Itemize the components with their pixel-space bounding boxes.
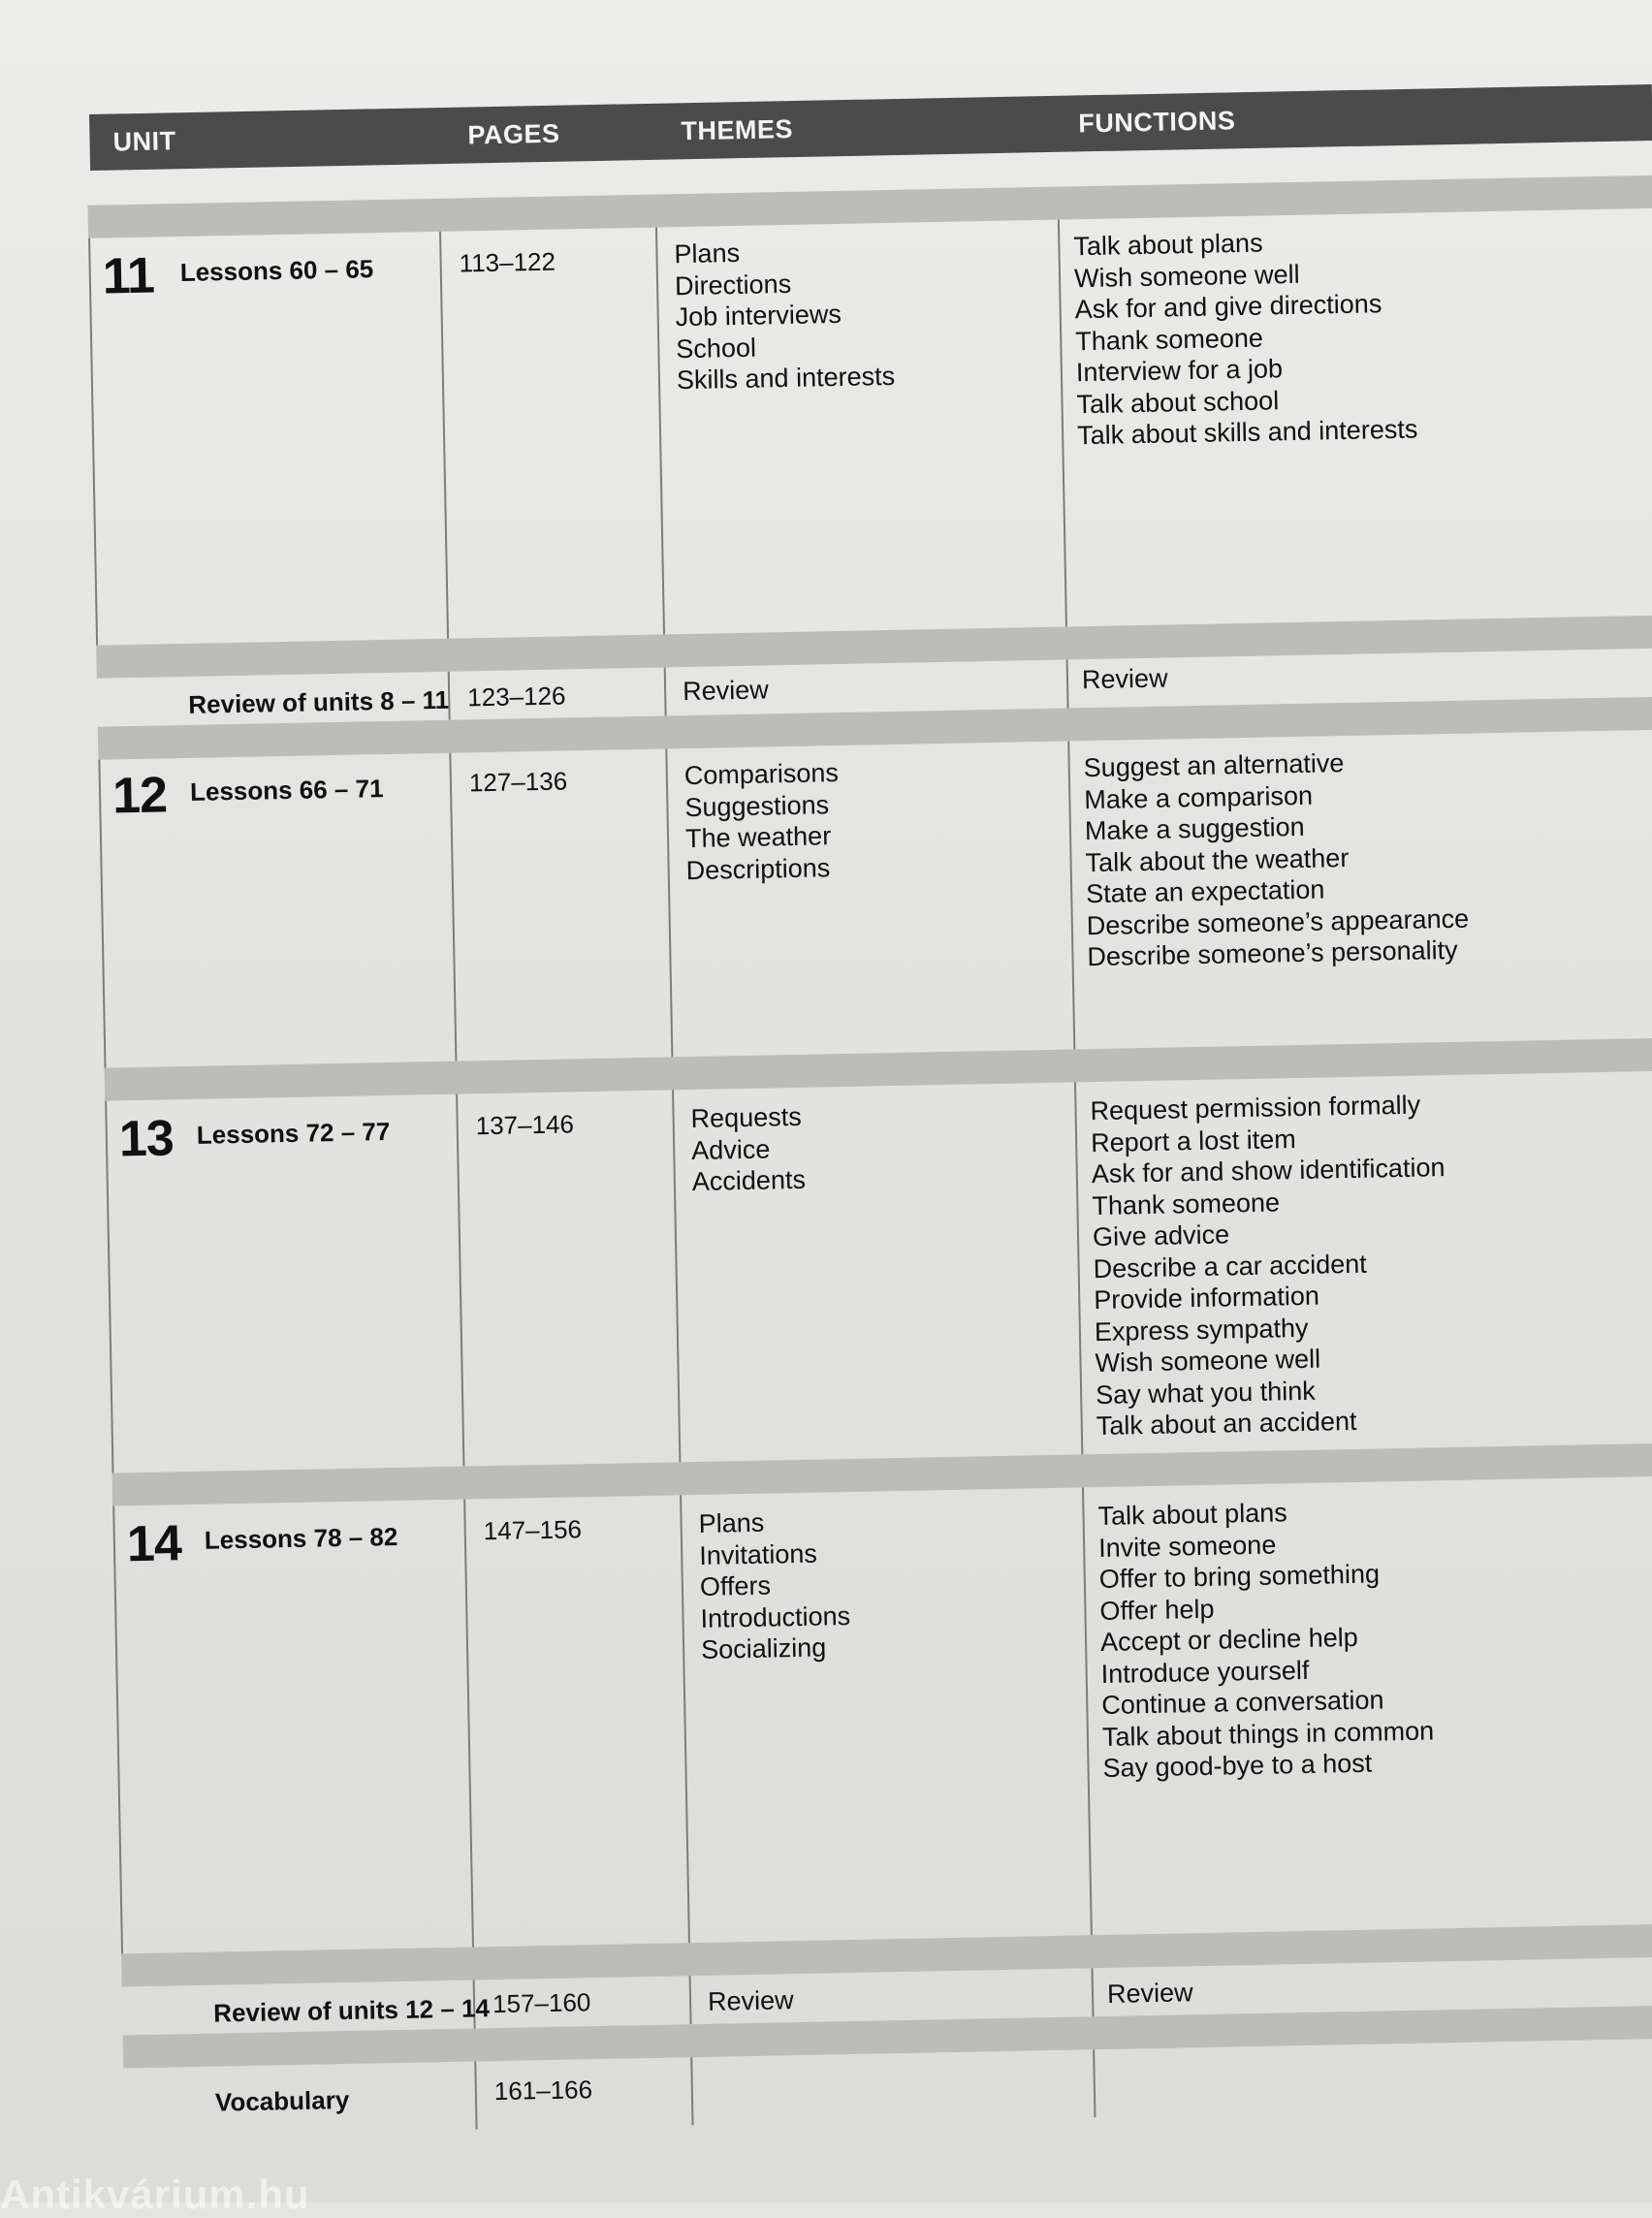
function-item: Ask for and give directions (1074, 289, 1382, 325)
function-item: Talk about plans (1073, 228, 1263, 262)
theme-item: Job interviews (675, 299, 842, 333)
function-item: Wish someone well (1073, 259, 1300, 293)
theme-item: Requests (690, 1101, 802, 1134)
theme-item: Suggestions (684, 789, 830, 822)
review-label: Review of units 12 – 14 (212, 1993, 491, 2028)
row-divider (87, 175, 1652, 238)
function-item: Describe a car accident (1093, 1249, 1368, 1283)
unit-lessons: Lessons 66 – 71 (189, 774, 384, 807)
contents-table (78, 154, 1652, 2202)
header-pages: PAGES (467, 118, 560, 150)
function-item: Invite someone (1097, 1530, 1277, 1563)
function-item: Continue a conversation (1101, 1685, 1384, 1721)
function-item: Talk about school (1076, 385, 1280, 419)
function-item: Talk about an accident (1096, 1406, 1357, 1442)
themes-list (684, 757, 842, 886)
themes-list (698, 1505, 851, 1665)
function-item: Express sympathy (1094, 1313, 1309, 1347)
function-item: Talk about the weather (1085, 842, 1350, 877)
function-item: Ask for and show identification (1091, 1153, 1446, 1189)
functions-list (1097, 1494, 1435, 1784)
theme-item: Advice (690, 1133, 771, 1165)
row-divider (121, 1923, 1652, 1986)
function-item: Thank someone (1075, 323, 1264, 356)
watermark: Antikvárium.hu (0, 2171, 310, 2217)
theme-item: Invitations (698, 1538, 818, 1570)
function-item: Report a lost item (1090, 1124, 1297, 1157)
function-item: Wish someone well (1095, 1344, 1321, 1378)
function-item: Make a suggestion (1084, 811, 1305, 846)
theme-item: Plans (698, 1507, 765, 1538)
review-functions: Review (1106, 1978, 1193, 2009)
function-item: Talk about plans (1097, 1498, 1287, 1532)
unit-pages: 147–156 (483, 1514, 583, 1546)
theme-item: Socializing (700, 1632, 827, 1664)
function-item: Describe someone’s appearance (1086, 903, 1470, 940)
header-unit: UNIT (112, 126, 176, 157)
function-item: Introduce yourself (1100, 1655, 1310, 1689)
function-item: Suggest an alternative (1083, 748, 1345, 783)
function-item: Describe someone’s personality (1087, 935, 1458, 972)
themes-list (690, 1101, 806, 1198)
review-pages: 123–126 (466, 681, 566, 713)
vocabulary-pages: 161–166 (493, 2075, 593, 2107)
functions-list (1090, 1089, 1449, 1442)
theme-item: Directions (674, 269, 792, 301)
themes-list (674, 235, 895, 396)
function-item: Accept or decline help (1099, 1622, 1358, 1658)
review-themes: Review (707, 1985, 794, 2016)
functions-list (1073, 225, 1417, 452)
unit-lessons: Lessons 78 – 82 (204, 1521, 398, 1555)
theme-item: Skills and interests (676, 361, 896, 396)
function-item: Say what you think (1095, 1376, 1317, 1410)
vocabulary-label: Vocabulary (214, 2084, 350, 2117)
function-item: Say good-bye to a host (1102, 1748, 1373, 1783)
review-themes: Review (682, 675, 769, 707)
row-divider (96, 616, 1652, 679)
unit-number: 14 (126, 1515, 182, 1573)
theme-item: Comparisons (683, 758, 840, 791)
unit-lessons: Lessons 72 – 77 (196, 1116, 391, 1150)
function-item: Offer help (1099, 1594, 1215, 1626)
unit-number: 12 (111, 767, 168, 825)
theme-item: Plans (674, 238, 741, 269)
function-item: Interview for a job (1075, 354, 1284, 388)
function-item: Offer to bring something (1098, 1559, 1381, 1595)
function-item: Talk about things in common (1101, 1715, 1435, 1752)
unit-pages: 113–122 (459, 246, 556, 278)
theme-item: Descriptions (685, 852, 831, 885)
function-item: Provide information (1094, 1281, 1320, 1315)
theme-item: Accidents (691, 1164, 807, 1197)
header-themes: THEMES (681, 114, 794, 146)
review-functions: Review (1081, 663, 1168, 695)
theme-item: Offers (699, 1570, 772, 1601)
function-item: Give advice (1092, 1220, 1230, 1252)
function-item: Thank someone (1092, 1187, 1281, 1220)
function-item: Talk about skills and interests (1076, 414, 1418, 451)
theme-item: The weather (684, 821, 832, 854)
unit-number: 11 (102, 247, 155, 305)
review-label: Review of units 8 – 11 (188, 684, 450, 719)
function-item: Make a comparison (1084, 780, 1314, 814)
theme-item: Introductions (700, 1600, 851, 1633)
function-item: Request permission formally (1090, 1090, 1421, 1126)
unit-pages: 137–146 (475, 1109, 575, 1141)
review-pages: 157–160 (492, 1987, 591, 2019)
theme-item: School (676, 333, 757, 364)
unit-pages: 127–136 (468, 766, 568, 798)
functions-list (1083, 745, 1470, 973)
unit-lessons: Lessons 60 – 65 (179, 254, 374, 287)
unit-number: 13 (118, 1110, 175, 1168)
header-functions: FUNCTIONS (1078, 106, 1236, 139)
function-item: State an expectation (1085, 874, 1325, 909)
